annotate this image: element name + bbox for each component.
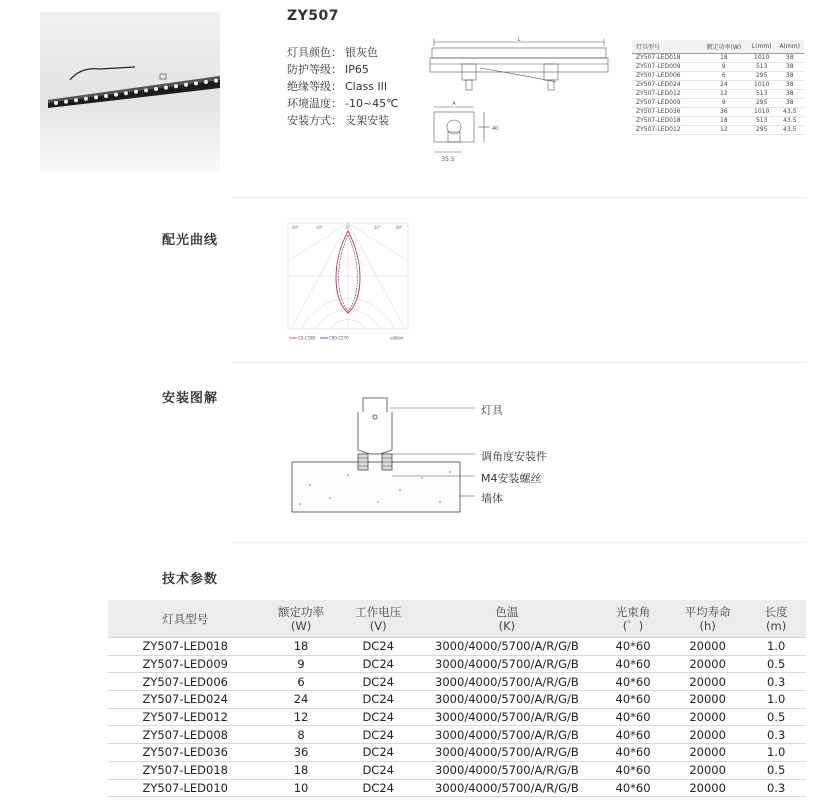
- cell-beam-angle: 40*60: [597, 744, 669, 762]
- header-line1: 长度: [764, 604, 788, 619]
- unit-label: cd/klm: [390, 335, 404, 341]
- spec-row-color: [287, 44, 378, 60]
- mini-cell: 38: [775, 99, 804, 108]
- mini-cell: 1010: [748, 108, 775, 117]
- tech-params-title: 技术参数: [162, 572, 219, 587]
- mini-cell: 513: [748, 90, 775, 99]
- spec-value: 支架安装: [345, 114, 389, 127]
- table-header: [108, 600, 806, 638]
- mini-cell: ZY507-LED036: [632, 108, 700, 117]
- cell-beam-angle: 40*60: [597, 761, 669, 779]
- cell-cct: 3000/4000/5700/A/R/G/B: [417, 673, 597, 691]
- legend-c90: C90-C270: [329, 335, 349, 341]
- led-wall-washer-image: [40, 12, 220, 172]
- cell-cct: 3000/4000/5700/A/R/G/B: [417, 744, 597, 762]
- cell-model: ZY507-LED018: [108, 761, 262, 779]
- table-row: [108, 761, 806, 779]
- header-cct: [417, 600, 597, 638]
- header-line2: (W): [290, 618, 312, 633]
- cell-lifetime: 20000: [669, 761, 746, 779]
- dimension-drawing: [426, 34, 616, 172]
- mini-cell: 24: [700, 81, 748, 90]
- mini-cell: 513: [748, 63, 775, 72]
- cell-length: 0.3: [746, 779, 806, 797]
- spec-row-insulation: [287, 78, 387, 94]
- mini-table-row: [632, 99, 804, 108]
- mini-cell: 9: [700, 99, 748, 108]
- spec-label: 防护等级：: [287, 63, 342, 76]
- mini-header-cell: 额定功率(W): [700, 40, 748, 54]
- mini-cell: 18: [700, 54, 748, 63]
- table-row: [108, 638, 806, 656]
- table-row: [108, 726, 806, 744]
- install-label-bracket: 调角度安装件: [481, 450, 547, 463]
- spec-label: 安装方式：: [287, 114, 342, 127]
- table-row: [108, 708, 806, 726]
- cell-power: 6: [262, 673, 339, 691]
- mini-cell: 12: [700, 90, 748, 99]
- cell-beam-angle: 40*60: [597, 779, 669, 797]
- legend-c0: C0-C180: [298, 335, 316, 341]
- header-power: [262, 600, 339, 638]
- installation-title: 安装图解: [162, 391, 219, 406]
- light-curve-title: 配光曲线: [162, 233, 219, 248]
- mini-header-cell: A(mm): [775, 40, 804, 54]
- header-voltage: [340, 600, 417, 638]
- header-model: [108, 600, 262, 638]
- mini-cell: ZY507-LED009: [632, 63, 700, 72]
- mini-cell: 43.5: [775, 117, 804, 126]
- header-line1: 平均寿命: [684, 604, 731, 619]
- header-line1: 灯具型号: [162, 611, 209, 626]
- dim-width-label: 35.5: [441, 156, 455, 163]
- mini-spec-table: [632, 40, 804, 135]
- cell-model: ZY507-LED036: [108, 744, 262, 762]
- product-photo: [40, 12, 220, 172]
- cell-length: 0.3: [746, 673, 806, 691]
- mini-table-row: [632, 63, 804, 72]
- header-beam-angle: [597, 600, 669, 638]
- spec-value: 银灰色: [345, 46, 378, 59]
- install-label-fixture: 灯具: [481, 404, 503, 417]
- cell-cct: 3000/4000/5700/A/R/G/B: [417, 761, 597, 779]
- cell-cct: 3000/4000/5700/A/R/G/B: [417, 708, 597, 726]
- mini-cell: 38: [775, 72, 804, 81]
- cell-voltage: DC24: [340, 708, 417, 726]
- cell-length: 0.5: [746, 708, 806, 726]
- section-divider: [232, 197, 806, 198]
- mini-cell: 43.5: [775, 108, 804, 117]
- cell-beam-angle: 40*60: [597, 638, 669, 656]
- cell-length: 1.0: [746, 638, 806, 656]
- cell-power: 9: [262, 655, 339, 673]
- cell-voltage: DC24: [340, 638, 417, 656]
- header-line1: 工作电压: [355, 604, 402, 619]
- mini-cell: ZY507-LED018: [632, 117, 700, 126]
- mini-table-row: [632, 117, 804, 126]
- mini-cell: ZY507-LED006: [632, 72, 700, 81]
- angle-label: 60°: [396, 225, 404, 230]
- mini-table-row: [632, 108, 804, 117]
- dim-a-label: A: [452, 101, 456, 107]
- mini-cell: 513: [748, 117, 775, 126]
- angle-label: 30°: [374, 225, 382, 230]
- header-line2: (゜): [622, 618, 644, 633]
- product-model-title: ZY507: [287, 8, 340, 24]
- cell-lifetime: 20000: [669, 708, 746, 726]
- cell-cct: 3000/4000/5700/A/R/G/B: [417, 691, 597, 709]
- cell-model: ZY507-LED018: [108, 638, 262, 656]
- mini-cell: 295: [748, 72, 775, 81]
- cell-power: 18: [262, 761, 339, 779]
- header-line1: 光束角: [615, 604, 651, 619]
- mini-cell: 1010: [748, 54, 775, 63]
- cell-power: 8: [262, 726, 339, 744]
- cell-power: 36: [262, 744, 339, 762]
- mini-table-header: [632, 40, 804, 54]
- mini-cell: 18: [700, 117, 748, 126]
- mini-cell: 38: [775, 81, 804, 90]
- spec-row-temperature: [287, 95, 399, 111]
- cell-cct: 3000/4000/5700/A/R/G/B: [417, 638, 597, 656]
- angle-label: 30°: [316, 225, 324, 230]
- cell-length: 1.0: [746, 691, 806, 709]
- cell-model: ZY507-LED009: [108, 655, 262, 673]
- mini-table-row: [632, 126, 804, 135]
- cell-beam-angle: 40*60: [597, 691, 669, 709]
- table-row: [108, 673, 806, 691]
- cell-model: ZY507-LED006: [108, 673, 262, 691]
- cell-lifetime: 20000: [669, 638, 746, 656]
- header-line2: (K): [498, 618, 516, 633]
- mini-table-row: [632, 81, 804, 90]
- cell-beam-angle: 40*60: [597, 726, 669, 744]
- cell-model: ZY507-LED024: [108, 691, 262, 709]
- cell-voltage: DC24: [340, 744, 417, 762]
- cell-voltage: DC24: [340, 655, 417, 673]
- header-lifetime: [669, 600, 746, 638]
- spec-value: Class III: [345, 80, 388, 93]
- mini-cell: ZY507-LED024: [632, 81, 700, 90]
- cell-beam-angle: 40*60: [597, 708, 669, 726]
- mini-cell: 43.5: [775, 126, 804, 135]
- cell-cct: 3000/4000/5700/A/R/G/B: [417, 779, 597, 797]
- cell-beam-angle: 40*60: [597, 673, 669, 691]
- dim-height-label: 40: [492, 126, 499, 132]
- cell-lifetime: 20000: [669, 744, 746, 762]
- table-row: [108, 691, 806, 709]
- cell-power: 24: [262, 691, 339, 709]
- cell-model: ZY507-LED012: [108, 708, 262, 726]
- header-length: [746, 600, 806, 638]
- angle-label: 60°: [292, 225, 300, 230]
- angle-label: 0°: [346, 225, 351, 230]
- mini-cell: ZY507-LED012: [632, 90, 700, 99]
- install-label-screw: M4安装螺丝: [481, 472, 542, 485]
- mini-cell: ZY507-LED018: [632, 54, 700, 63]
- cell-lifetime: 20000: [669, 655, 746, 673]
- header-line1: 额定功率: [278, 604, 325, 619]
- cell-length: 0.3: [746, 726, 806, 744]
- section-divider: [232, 362, 806, 363]
- dim-l-label: L: [517, 37, 521, 43]
- spec-label: 灯具颜色：: [287, 46, 342, 59]
- mini-cell: 295: [748, 126, 775, 135]
- cell-model: ZY507-LED010: [108, 779, 262, 797]
- mini-cell: 295: [748, 99, 775, 108]
- cell-length: 0.5: [746, 761, 806, 779]
- mini-table-row: [632, 72, 804, 81]
- cell-length: 1.0: [746, 744, 806, 762]
- mini-cell: 38: [775, 54, 804, 63]
- cell-power: 10: [262, 779, 339, 797]
- mini-cell: 36: [700, 108, 748, 117]
- spec-value: -10~45℃: [345, 97, 399, 110]
- cell-power: 12: [262, 708, 339, 726]
- spec-label: 环境温度：: [287, 97, 342, 110]
- cell-voltage: DC24: [340, 726, 417, 744]
- mini-cell: 12: [700, 126, 748, 135]
- cell-model: ZY507-LED008: [108, 726, 262, 744]
- cell-cct: 3000/4000/5700/A/R/G/B: [417, 655, 597, 673]
- table-row: [108, 779, 806, 797]
- cell-power: 18: [262, 638, 339, 656]
- mini-table-row: [632, 90, 804, 99]
- mini-cell: ZY507-LED009: [632, 99, 700, 108]
- cell-voltage: DC24: [340, 779, 417, 797]
- cell-voltage: DC24: [340, 761, 417, 779]
- spec-value: IP65: [345, 63, 369, 76]
- header-line2: (m): [766, 618, 787, 633]
- mini-cell: 1010: [748, 81, 775, 90]
- mini-cell: 38: [775, 90, 804, 99]
- section-divider: [232, 542, 806, 543]
- mini-table-row: [632, 54, 804, 63]
- cell-lifetime: 20000: [669, 673, 746, 691]
- mini-cell: ZY507-LED012: [632, 126, 700, 135]
- mini-cell: 6: [700, 72, 748, 81]
- cell-length: 0.5: [746, 655, 806, 673]
- cell-voltage: DC24: [340, 673, 417, 691]
- cell-voltage: DC24: [340, 691, 417, 709]
- cell-lifetime: 20000: [669, 726, 746, 744]
- mini-header-cell: 灯具型号: [632, 40, 700, 54]
- mini-cell: 38: [775, 63, 804, 72]
- tech-params-table: [108, 600, 806, 797]
- cell-lifetime: 20000: [669, 691, 746, 709]
- mini-cell: 9: [700, 63, 748, 72]
- header-line2: (V): [369, 618, 387, 633]
- cell-beam-angle: 40*60: [597, 655, 669, 673]
- header-line2: (h): [699, 618, 716, 633]
- polar-distribution-chart: [286, 221, 410, 342]
- install-label-wall: 墙体: [481, 492, 503, 505]
- mini-header-cell: L(mm): [748, 40, 775, 54]
- table-row: [108, 655, 806, 673]
- spec-label: 绝缘等级：: [287, 80, 342, 93]
- cell-lifetime: 20000: [669, 779, 746, 797]
- spec-row-ip: [287, 61, 369, 77]
- header-line1: 色温: [495, 604, 519, 619]
- spec-row-mounting: [287, 112, 389, 128]
- cell-cct: 3000/4000/5700/A/R/G/B: [417, 726, 597, 744]
- table-row: [108, 744, 806, 762]
